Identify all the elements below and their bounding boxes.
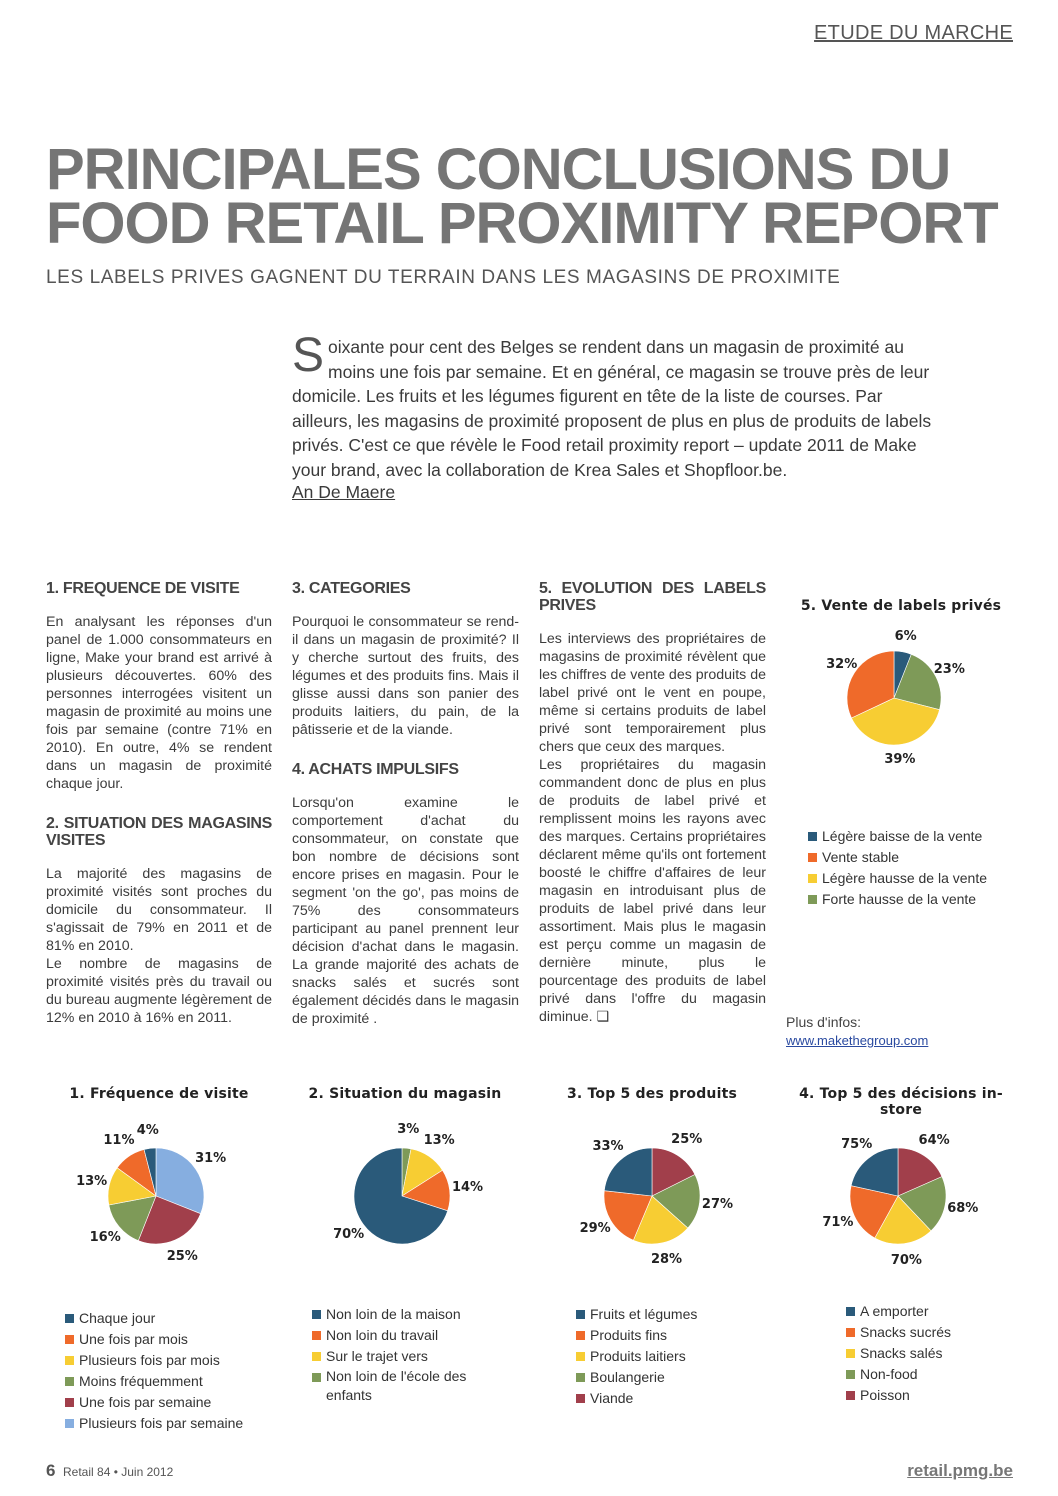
chart-legend xyxy=(576,1304,697,1409)
legend-label: Une fois par semaine xyxy=(79,1394,212,1410)
pie-slice xyxy=(604,1148,652,1196)
pie-value-label: 28% xyxy=(650,1252,683,1268)
legend-label: Produits laitiers xyxy=(590,1348,686,1364)
pie-value-label: 33% xyxy=(592,1138,624,1154)
legend-label: Non loin de la maison xyxy=(326,1306,461,1322)
heading-categories: 3. CATEGORIES xyxy=(292,580,411,597)
intro-text: oixante pour cent des Belges se rendent dans un magasin de proximité au moins une fois par semaine. Et en général, ce magasin se trouve près de leur domicile. Les fruits et les légumes figurent en tête de la liste de courses. Par ailleurs, les magasins de proximité proposent de plus en plus de produits de labels privés. C'est ce que révèle le Food retail proximity report – update 2011 de Make your brand, avec la collaboration de Krea Sales et Shopfloor.be. xyxy=(292,337,932,480)
chart-vente-labels xyxy=(786,598,1016,918)
legend-swatch xyxy=(576,1394,585,1403)
legend-item xyxy=(808,847,987,868)
pie-value-label: 31% xyxy=(195,1150,227,1166)
legend-label: Viande xyxy=(590,1390,634,1406)
legend-swatch xyxy=(65,1335,74,1344)
legend-swatch xyxy=(576,1352,585,1361)
legend-label: Vente stable xyxy=(822,849,900,865)
legend-item xyxy=(65,1308,243,1329)
legend-swatch xyxy=(808,832,817,841)
legend-label: Moins fréquemment xyxy=(79,1373,203,1389)
heading-evolution: 5. EVOLUTION DES LABELS PRIVES xyxy=(539,580,766,614)
legend-label: Boulangerie xyxy=(590,1369,665,1385)
intro-paragraph xyxy=(292,329,932,482)
legend-swatch xyxy=(312,1310,321,1319)
heading-frequence: 1. FREQUENCE DE VISITE xyxy=(46,580,240,597)
pie-value-label: 25% xyxy=(166,1248,198,1264)
chart-legend xyxy=(808,826,987,910)
pie-value-label: 39% xyxy=(884,751,916,767)
author-link[interactable]: An De Maere xyxy=(292,482,396,502)
legend-label: Forte hausse de la vente xyxy=(822,891,977,907)
column-2 xyxy=(292,580,519,1028)
page-title xyxy=(46,137,1006,256)
paragraph-achats: Lorsqu'on examine le comportement d'achat du consommateur, on constate que bon nombre de décisions sont encore prises en magasin. Pour le segment 'on the go', pas moins de 75% des consommateurs participant au panel prennent leur décision d'achat dans le magasin. La grande majorité des achats de snacks salés et sucrés sont également décidés dans le magasin de proximité . xyxy=(292,795,519,1027)
chart-title: 3. Top 5 des produits xyxy=(566,1086,738,1102)
pie-value-label: 16% xyxy=(89,1230,121,1246)
legend-label: Produits fins xyxy=(590,1327,668,1343)
chart-top-produits xyxy=(539,1086,765,1436)
paragraph-situation-1: La majorité des magasins de proximité visités sont proches du domicile du consommateur. Il s'agissait de 79% en 2011 et de 81% en 2010. xyxy=(46,866,272,954)
intro-dropcap: S xyxy=(292,329,325,382)
legend-label: Fruits et légumes xyxy=(590,1306,698,1322)
legend-item xyxy=(312,1346,486,1367)
legend-swatch xyxy=(65,1314,74,1323)
legend-item xyxy=(576,1325,697,1346)
pie-value-label: 13% xyxy=(423,1133,455,1149)
magazine-issue: Retail 84 • Juin 2012 xyxy=(63,1465,174,1479)
legend-swatch xyxy=(808,853,817,862)
legend-label: Snacks sucrés xyxy=(860,1324,952,1340)
chart-situation-magasin xyxy=(292,1086,518,1436)
paragraph-situation-2: Le nombre de magasins de proximité visités près du travail ou du bureau augmente légèrement de 12% en 2010 à 16% en 2011. xyxy=(46,956,272,1026)
pie-value-label: 4% xyxy=(136,1122,159,1138)
legend-item xyxy=(846,1343,951,1364)
legend-label: Légère hausse de la vente xyxy=(822,870,988,886)
page-subtitle: LES LABELS PRIVES GAGNENT DU TERRAIN DANS LES MAGASINS DE PROXIMITE xyxy=(46,267,841,288)
legend-swatch xyxy=(846,1391,855,1400)
more-info-link[interactable]: www.makethegroup.com xyxy=(786,1033,929,1048)
pie-value-label: 11% xyxy=(103,1133,135,1149)
legend-item xyxy=(576,1304,697,1325)
legend-item xyxy=(808,889,987,910)
legend-swatch xyxy=(808,874,817,883)
pie-value-label: 14% xyxy=(451,1179,484,1195)
legend-swatch xyxy=(312,1373,321,1382)
chart-top-decisions xyxy=(786,1086,1016,1436)
legend-item xyxy=(576,1346,697,1367)
pie-value-label: 23% xyxy=(933,661,965,677)
paragraph-evolution-1: Les interviews des propriétaires de magasins de proximité révèlent que les chiffres de vente des produits de label privé ont le vent en poupe, même si certains produits de label privé sont temporairement plus chers que ceux des marques. xyxy=(539,631,766,755)
heading-achats: 4. ACHATS IMPULSIFS xyxy=(292,761,459,778)
legend-label: A emporter xyxy=(860,1303,929,1319)
pie-value-label: 70% xyxy=(333,1226,365,1242)
legend-item xyxy=(312,1325,486,1346)
legend-swatch xyxy=(65,1377,74,1386)
page-title-line1: PRINCIPALES CONCLUSIONS DU xyxy=(46,137,951,202)
pie-value-label: 29% xyxy=(579,1221,611,1237)
legend-swatch xyxy=(846,1307,855,1316)
legend-label: Non-food xyxy=(860,1366,918,1382)
legend-swatch xyxy=(312,1352,321,1361)
pie-svg xyxy=(46,1086,272,1296)
pie-value-label: 13% xyxy=(76,1173,108,1189)
page-number: 6 xyxy=(46,1461,56,1480)
column-3 xyxy=(539,580,766,1026)
chart-legend xyxy=(312,1304,486,1405)
pie-value-label: 3% xyxy=(397,1122,420,1138)
pie-value-label: 6% xyxy=(894,629,917,645)
pie-svg xyxy=(292,1086,518,1296)
pie-value-label: 27% xyxy=(701,1196,734,1212)
legend-label: Plusieurs fois par mois xyxy=(79,1352,220,1368)
legend-label: Légère baisse de la vente xyxy=(822,828,983,844)
legend-swatch xyxy=(576,1373,585,1382)
legend-swatch xyxy=(312,1331,321,1340)
chart-title: 4. Top 5 des décisions in-store xyxy=(799,1086,1003,1118)
paragraph-categories: Pourquoi le consommateur se rend-il dans un magasin de proximité? Il y cherche surtout des fruits, des légumes et des produits fins. Mais il glisse aussi dans son panier des produits laitiers, du pain, de la pâtisserie et de la viande. xyxy=(292,614,519,738)
chart-legend xyxy=(65,1308,243,1434)
pie-value-label: 75% xyxy=(841,1136,873,1152)
legend-swatch xyxy=(576,1310,585,1319)
footer-url-link[interactable]: retail.pmg.be xyxy=(907,1461,1013,1480)
legend-swatch xyxy=(846,1349,855,1358)
legend-item xyxy=(312,1367,486,1405)
legend-label: Chaque jour xyxy=(79,1310,156,1326)
legend-item xyxy=(846,1364,951,1385)
legend-item xyxy=(65,1413,243,1434)
legend-item xyxy=(576,1388,697,1409)
legend-item xyxy=(65,1371,243,1392)
legend-swatch xyxy=(576,1331,585,1340)
chart-title: 2. Situation du magasin xyxy=(308,1086,502,1102)
legend-swatch xyxy=(808,895,817,904)
pie-value-label: 70% xyxy=(890,1253,922,1269)
page-title-line2: FOOD RETAIL PROXIMITY REPORT xyxy=(46,191,998,256)
legend-label: Sur le trajet vers xyxy=(326,1348,428,1364)
legend-swatch xyxy=(846,1328,855,1337)
legend-label: Poisson xyxy=(860,1387,910,1403)
legend-item xyxy=(846,1301,951,1322)
paragraph-frequence: En analysant les réponses d'un panel de 1.000 consommateurs en ligne, Make your brand est arrivé à plusieurs découvertes. 60% des personnes interrogées visitent un magasin de proximité au moins une fois par semaine (contre 71% en 2010). En outre, 4% se rendent dans un magasin de proximité chaque jour. xyxy=(46,614,272,792)
pie-value-label: 71% xyxy=(822,1215,854,1231)
legend-label: Une fois par mois xyxy=(79,1331,188,1347)
column-1 xyxy=(46,580,272,1027)
legend-item xyxy=(576,1367,697,1388)
chart-frequence-visite xyxy=(46,1086,272,1436)
paragraph-evolution-2: Les propriétaires du magasin commandent donc de plus en plus de produits de label privé et remplissent moins les rayons avec des marques. Certains propriétaires déclarent même qu'ils ont fortement boosté le chiffre d'affaires de leur magasin en introduisant plus de produits de label privé dans leur assortiment. Mais plus le magasin est perçu comme un magasin de dernière minute, plus le pourcentage des produits de label privé dans l'offre du magasin diminue. ❑ xyxy=(539,757,766,1025)
legend-label: Plusieurs fois par semaine xyxy=(79,1415,244,1431)
chart-title: 5. Vente de labels privés xyxy=(800,598,1002,614)
chart-legend xyxy=(846,1301,951,1406)
more-info-label: Plus d'infos: xyxy=(786,1014,862,1030)
pie-value-label: 32% xyxy=(826,656,858,672)
pie-value-label: 64% xyxy=(918,1132,950,1148)
pie-value-label: 25% xyxy=(671,1131,703,1147)
legend-item xyxy=(846,1322,951,1343)
legend-swatch xyxy=(846,1370,855,1379)
legend-item xyxy=(65,1329,243,1350)
legend-label: Snacks salés xyxy=(860,1345,943,1361)
pie-value-label: 68% xyxy=(947,1201,979,1217)
legend-item xyxy=(65,1392,243,1413)
legend-item xyxy=(65,1350,243,1371)
legend-item xyxy=(312,1304,486,1325)
heading-situation: 2. SITUATION DES MAGASINS VISITES xyxy=(46,815,272,849)
legend-item xyxy=(808,826,987,847)
legend-swatch xyxy=(65,1356,74,1365)
legend-swatch xyxy=(65,1398,74,1407)
legend-label: Non loin du travail xyxy=(326,1327,439,1343)
legend-item xyxy=(846,1385,951,1406)
legend-swatch xyxy=(65,1419,74,1428)
legend-item xyxy=(808,868,987,889)
chart-title: 1. Fréquence de visite xyxy=(69,1086,249,1102)
section-tag: ETUDE DU MARCHE xyxy=(814,22,1013,44)
legend-label: Non loin de l'école des enfants xyxy=(326,1368,467,1403)
more-info xyxy=(786,1013,928,1050)
